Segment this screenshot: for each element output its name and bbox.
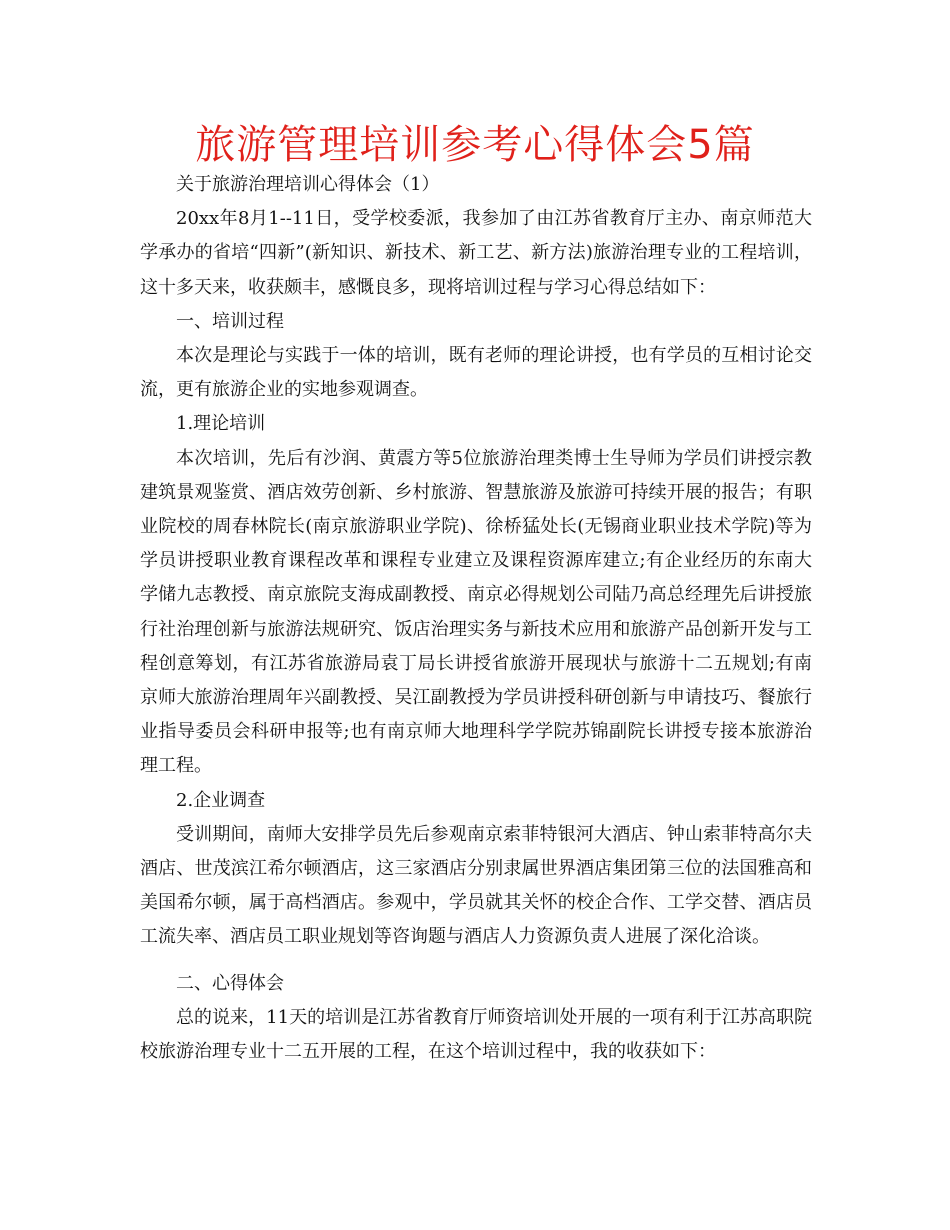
document-title: 旅游管理培训参考心得体会5篇 [195, 122, 755, 168]
section-heading-experience: 二、心得体会 [176, 972, 284, 994]
training-overview-paragraph: 本次是理论与实践于一体的培训，既有老师的理论讲授，也有学员的互相讨论交流，更有旅游企业的实地参观调查。 [140, 345, 812, 401]
section-heading-training-process: 一、培训过程 [176, 310, 284, 332]
intro-paragraph: 20xx年8月1--11日，受学校委派，我参加了由江苏省教育厅主办、南京师范大学承办的省培“四新”(新知识、新技术、新工艺、新方法)旅游治理专业的工程培训，这十多天来，收获颇丰，感慨良多，现将培训过程与学习心得总结如下： [140, 208, 812, 298]
document-body [140, 168, 812, 1069]
section-subtitle: 关于旅游治理培训心得体会（1） [176, 174, 440, 195]
theory-training-paragraph: 本次培训，先后有沙润、黄震方等5位旅游治理类博士生导师为学员们讲授宗教建筑景观鉴赏、酒店效劳创新、乡村旅游、智慧旅游及旅游可持续开展的报告；有职业院校的周春林院长(南京旅游职业学院)、徐桥猛处长(无锡商业职业技术学院)等为学员讲授职业教育课程改革和课程专业建立及课程资源库建立;有企业经历的东南大学储九志教授、南京旅院支海成副教授、南京必得规划公司陆乃高总经理先后讲授旅行社治理创新与旅游法规研究、饭店治理实务与新技术应用和旅游产品创新开发与工程创意筹划，有江苏省旅游局袁丁局长讲授省旅游开展现状与旅游十二五规划;有南京师大旅游治理周年兴副教授、吴江副教授为学员讲授科研创新与申请技巧、餐旅行业指导委员会科研申报等;也有南京师大地理科学学院苏锦副院长讲授专接本旅游治理工程。 [140, 447, 812, 777]
subsection-heading-enterprise: 2.企业调查 [176, 789, 266, 811]
summary-paragraph: 总的说来，11天的培训是江苏省教育厅师资培训处开展的一项有利于江苏高职院校旅游治理专业十二五开展的工程，在这个培训过程中，我的收获如下： [140, 1006, 812, 1063]
subsection-heading-theory: 1.理论培训 [176, 413, 266, 435]
enterprise-survey-paragraph: 受训期间，南师大安排学员先后参观南京索菲特银河大酒店、钟山索菲特高尔夫酒店、世茂滨江希尔顿酒店，这三家酒店分别隶属世界酒店集团第三位的法国雅高和美国希尔顿，属于高档酒店。参观中，学员就其关怀的校企合作、工学交替、酒店员工流失率、酒店员工职业规划等咨询题与酒店人力资源负责人进展了深化洽谈。 [140, 823, 812, 948]
